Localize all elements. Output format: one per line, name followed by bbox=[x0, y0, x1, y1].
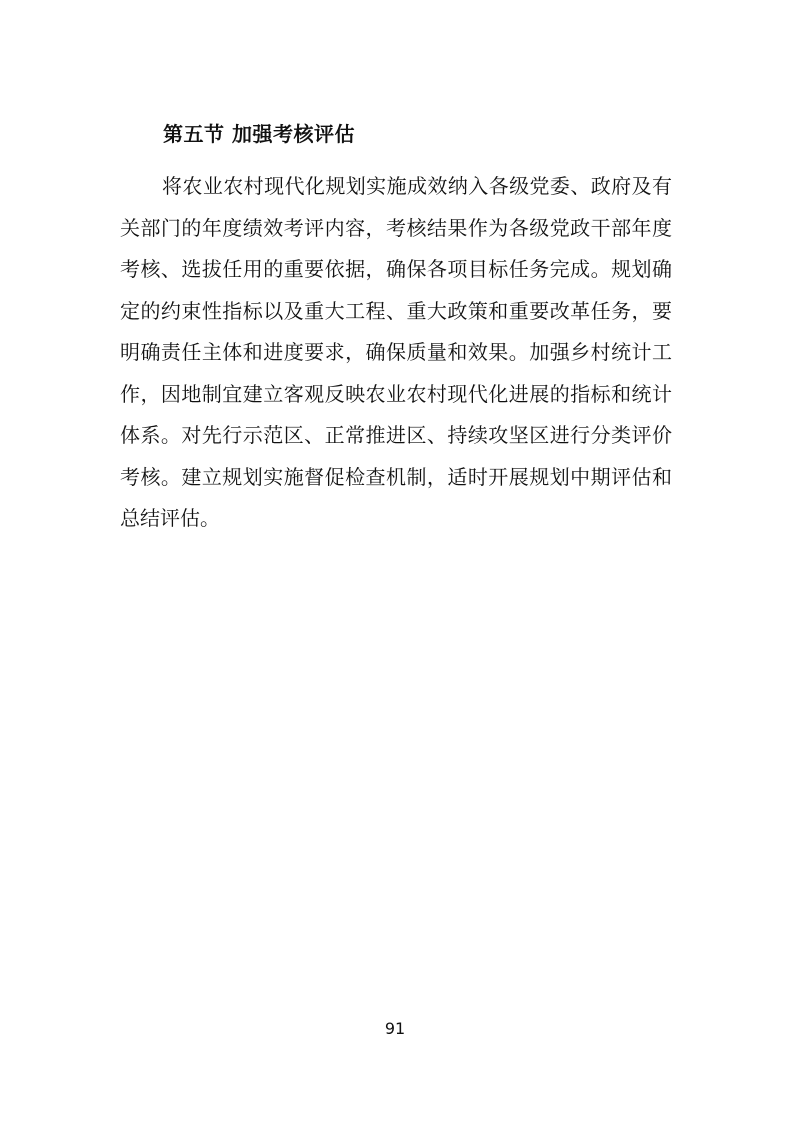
paragraph-line: 考核。建立规划实施督促检查机制，适时开展规划中期评估和 bbox=[120, 464, 672, 489]
paragraph-line: 考核、选拔任用的重要依据，确保各项目标任务完成。规划确 bbox=[120, 257, 672, 281]
section-title: 第五节 加强考核评估 bbox=[163, 122, 355, 146]
page-number: 91 bbox=[384, 1019, 406, 1038]
paragraph-line: 定的约束性指标以及重大工程、重大政策和重要改革任务，要 bbox=[120, 298, 672, 323]
paragraph-line: 明确责任主体和进度要求，确保质量和效果。加强乡村统计工 bbox=[120, 340, 672, 364]
paragraph-line: 关部门的年度绩效考评内容，考核结果作为各级党政干部年度 bbox=[120, 215, 672, 240]
paragraph-line: 体系。对先行示范区、正常推进区、持续攻坚区进行分类评价 bbox=[120, 423, 672, 447]
body-paragraph bbox=[120, 166, 672, 540]
paragraph-line: 作，因地制宜建立客观反映农业农村现代化进展的指标和统计 bbox=[120, 381, 672, 406]
paragraph-line: 将农业农村现代化规划实施成效纳入各级党委、政府及有 bbox=[162, 174, 672, 198]
paragraph-line: 总结评估。 bbox=[120, 506, 220, 530]
